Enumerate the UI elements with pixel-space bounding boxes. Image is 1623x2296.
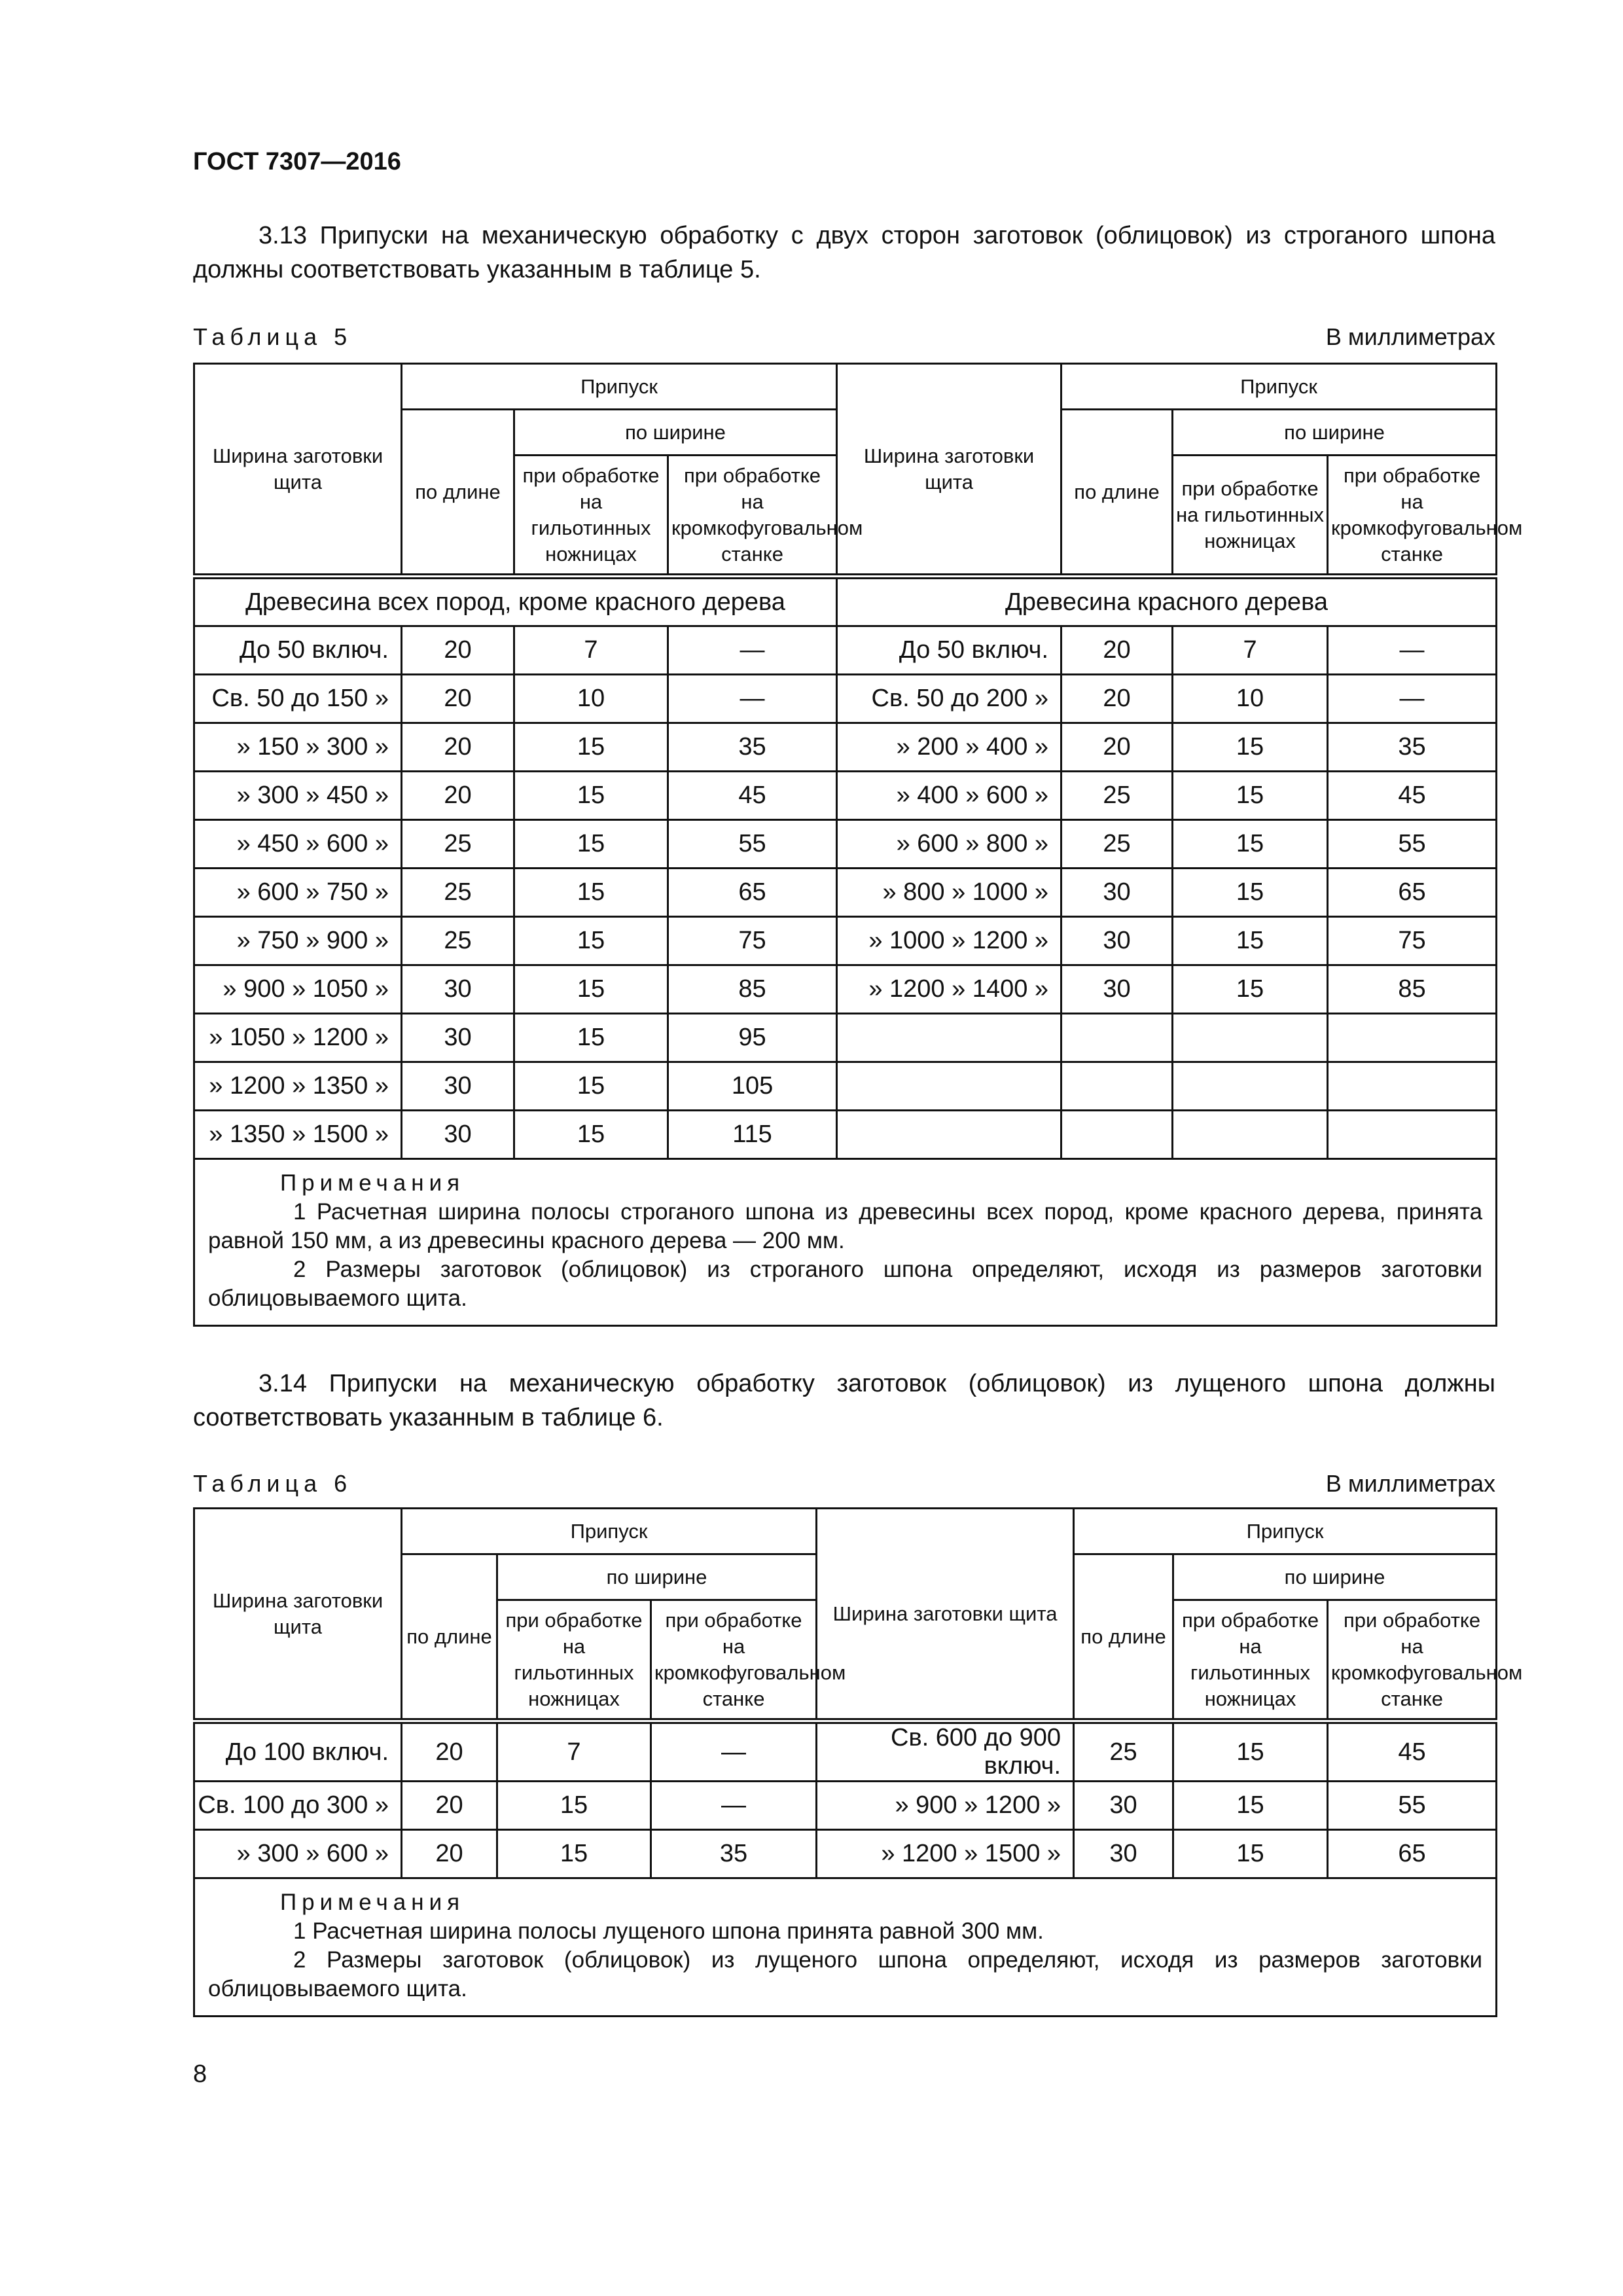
table5-note-2: 2 Размеры заготовок (облицовок) из строганого шпона определяют, исходя из размеров заготовки облицовываемого щита. [208, 1257, 1483, 1311]
table-row [194, 1111, 1497, 1159]
table-cell: 25 [1061, 820, 1173, 869]
table-cell: 20 [1061, 675, 1173, 723]
table-cell: » 1200 » 1400 » [837, 965, 1061, 1014]
table-cell: — [668, 675, 837, 723]
table-cell: 15 [1173, 1782, 1328, 1830]
page-number: 8 [193, 2060, 207, 2088]
table-cell: 30 [1074, 1830, 1173, 1878]
table-cell [837, 1111, 1061, 1159]
table-cell: 30 [402, 965, 514, 1014]
table-cell: 55 [1328, 820, 1497, 869]
table-cell: 20 [1061, 723, 1173, 772]
table5-head-length-right: по длине [1061, 410, 1173, 577]
table-cell: 15 [497, 1830, 651, 1878]
table-cell: 85 [668, 965, 837, 1014]
table-cell: Св. 50 до 150 » [194, 675, 402, 723]
table-cell: 15 [1173, 1830, 1328, 1878]
table6-caption [193, 1470, 1495, 1498]
table6-head-allowance-left: Припуск [402, 1509, 817, 1554]
table-cell: — [1328, 626, 1497, 675]
table-cell: 15 [1173, 1721, 1328, 1782]
table5-head-guillotine-left: при обработке на гильотинных ножницах [514, 456, 668, 577]
table6-head-width-by-right: по ширине [1173, 1554, 1497, 1600]
table-cell: 25 [402, 917, 514, 965]
table-cell: » 600 » 750 » [194, 869, 402, 917]
table-cell: Св. 50 до 200 » [837, 675, 1061, 723]
table5-units: В миллиметрах [1325, 323, 1495, 350]
table5-head-width-left: Ширина заготовки щита [194, 364, 402, 577]
table-row [194, 675, 1497, 723]
table-cell: 15 [1173, 820, 1328, 869]
table-cell: — [1328, 675, 1497, 723]
table-cell [1061, 1062, 1173, 1111]
table5-head-width-right: Ширина заготовки щита [837, 364, 1061, 577]
table-row [194, 1014, 1497, 1062]
table-row [194, 965, 1497, 1014]
table-cell: 7 [497, 1721, 651, 1782]
table-cell: — [651, 1721, 817, 1782]
table-cell [1328, 1111, 1497, 1159]
table-cell [1173, 1062, 1328, 1111]
table-row [194, 1782, 1497, 1830]
table-cell: 25 [402, 820, 514, 869]
table-cell: 25 [402, 869, 514, 917]
table-cell: 55 [1328, 1782, 1497, 1830]
table-cell: 10 [514, 675, 668, 723]
table6-note-1: 1 Расчетная ширина полосы лущеного шпона принята равной 300 мм. [293, 1918, 1044, 1944]
table-cell: » 750 » 900 » [194, 917, 402, 965]
table-cell: » 300 » 600 » [194, 1830, 402, 1878]
table-cell: 15 [514, 917, 668, 965]
table-cell: 65 [1328, 869, 1497, 917]
table-cell: До 50 включ. [194, 626, 402, 675]
table-cell [1061, 1111, 1173, 1159]
table-cell [837, 1014, 1061, 1062]
table-row [194, 626, 1497, 675]
table5-note-1: 1 Расчетная ширина полосы строганого шпона из древесины всех пород, кроме красного дерева, принята равной 150 мм, а из древесины красного дерева — 200 мм. [208, 1199, 1483, 1253]
table5-head-allowance-right: Припуск [1061, 364, 1497, 410]
table-cell: 25 [1061, 772, 1173, 820]
table-cell: 20 [402, 675, 514, 723]
table-cell: 15 [1173, 917, 1328, 965]
table-cell: 20 [402, 1782, 497, 1830]
table-row [194, 723, 1497, 772]
table5-notes-title: Примечания [280, 1170, 465, 1196]
table5-head-jointer-right: при обработке на кромкофуговальном станке [1328, 456, 1497, 577]
table-row [194, 1721, 1497, 1782]
table-cell: 55 [668, 820, 837, 869]
table-cell: 15 [514, 1062, 668, 1111]
table6-head-guillotine-right: при обработке на гильотинных ножницах [1173, 1600, 1328, 1721]
table-cell: » 400 » 600 » [837, 772, 1061, 820]
table-cell: 15 [514, 869, 668, 917]
table-cell: 15 [514, 1111, 668, 1159]
table-cell: » 200 » 400 » [837, 723, 1061, 772]
table-cell: 15 [1173, 723, 1328, 772]
document-header: ГОСТ 7307—2016 [193, 148, 401, 175]
table-cell: 30 [1061, 965, 1173, 1014]
table6-head-guillotine-left: при обработке на гильотинных ножницах [497, 1600, 651, 1721]
table5-section-left: Древесина всех пород, кроме красного дерева [194, 577, 837, 626]
table-cell: 20 [402, 723, 514, 772]
table-cell: Св. 100 до 300 » [194, 1782, 402, 1830]
table-cell: 95 [668, 1014, 837, 1062]
table-cell: 75 [1328, 917, 1497, 965]
table-cell: 65 [1328, 1830, 1497, 1878]
table-cell: » 900 » 1200 » [817, 1782, 1074, 1830]
table-cell: — [668, 626, 837, 675]
table6-notes-title: Примечания [280, 1890, 465, 1915]
table5-head-guillotine-right: при обработке на гильотинных ножницах [1173, 456, 1328, 577]
table-row [194, 917, 1497, 965]
table6-name: Таблица 6 [193, 1470, 353, 1497]
paragraph-3-13: 3.13 Припуски на механическую обработку с двух сторон заготовок (облицовок) из строганого шпона должны соответствовать указанным в таблице 5. [193, 222, 1495, 283]
table-cell: 35 [668, 723, 837, 772]
table6-head-length-right: по длине [1074, 1554, 1173, 1721]
table-cell: 20 [402, 1830, 497, 1878]
table-cell: До 100 включ. [194, 1721, 402, 1782]
table-cell: 10 [1173, 675, 1328, 723]
table6-head-jointer-right: при обработке на кромкофуговальном станке [1328, 1600, 1497, 1721]
table-cell: До 50 включ. [837, 626, 1061, 675]
table-cell: » 1200 » 1350 » [194, 1062, 402, 1111]
table6-head-width-left: Ширина заготовки щита [194, 1509, 402, 1721]
table6-head-allowance-right: Припуск [1074, 1509, 1497, 1554]
table-cell: 105 [668, 1062, 837, 1111]
table-cell: 45 [668, 772, 837, 820]
table-cell: 15 [514, 772, 668, 820]
table-cell [1061, 1014, 1173, 1062]
table-cell: 7 [1173, 626, 1328, 675]
table-cell [1173, 1014, 1328, 1062]
table-cell: 15 [514, 1014, 668, 1062]
table-cell: 15 [1173, 869, 1328, 917]
table-cell: — [651, 1782, 817, 1830]
table-cell: 30 [402, 1062, 514, 1111]
table-cell: 45 [1328, 1721, 1497, 1782]
table5-caption [193, 323, 1495, 351]
table-cell: 65 [668, 869, 837, 917]
table5-head-length-left: по длине [402, 410, 514, 577]
table-cell: 15 [514, 820, 668, 869]
table-cell: 25 [1074, 1721, 1173, 1782]
table5-head-allowance-left: Припуск [402, 364, 837, 410]
table-cell [1328, 1014, 1497, 1062]
table-6 [193, 1507, 1523, 2017]
table5-head-width-by-right: по ширине [1173, 410, 1497, 456]
table5-head-jointer-left: при обработке на кромкофуговальном станке [668, 456, 837, 577]
table-row [194, 1062, 1497, 1111]
table-cell: » 800 » 1000 » [837, 869, 1061, 917]
table-cell: 7 [514, 626, 668, 675]
table-cell: 15 [1173, 772, 1328, 820]
table-cell: » 150 » 300 » [194, 723, 402, 772]
table-cell: » 600 » 800 » [837, 820, 1061, 869]
table6-head-width-by-left: по ширине [497, 1554, 817, 1600]
table-cell: 75 [668, 917, 837, 965]
table6-note-2: 2 Размеры заготовок (облицовок) из лущеного шпона определяют, исходя из размеров заготовки облицовываемого щита. [208, 1947, 1483, 2001]
table-cell: 15 [514, 723, 668, 772]
table-cell: 15 [497, 1782, 651, 1830]
table-cell: 30 [402, 1111, 514, 1159]
table6-notes [194, 1878, 1497, 2017]
table-row [194, 1830, 1497, 1878]
table5-name: Таблица 5 [193, 323, 353, 350]
table-cell: 15 [514, 965, 668, 1014]
table6-units: В миллиметрах [1325, 1470, 1495, 1497]
table-cell: Св. 600 до 900 включ. [817, 1721, 1074, 1782]
table-cell: 45 [1328, 772, 1497, 820]
table5-head-width-by-left: по ширине [514, 410, 837, 456]
table-cell [837, 1062, 1061, 1111]
table6-head-width-right: Ширина заготовки щита [817, 1509, 1074, 1721]
table-cell: 115 [668, 1111, 837, 1159]
table-cell: » 1350 » 1500 » [194, 1111, 402, 1159]
table-row [194, 820, 1497, 869]
table5-notes [194, 1159, 1497, 1326]
paragraph-3-14: 3.14 Припуски на механическую обработку заготовок (облицовок) из лущеного шпона должны соответствовать указанным в таблице 6. [193, 1370, 1495, 1431]
table-cell: » 1000 » 1200 » [837, 917, 1061, 965]
table-cell: 85 [1328, 965, 1497, 1014]
table-cell: » 900 » 1050 » [194, 965, 402, 1014]
table-5 [193, 363, 1523, 1327]
table-cell: » 300 » 450 » [194, 772, 402, 820]
table-cell: 30 [1061, 917, 1173, 965]
table-cell: 20 [402, 626, 514, 675]
table-cell [1328, 1062, 1497, 1111]
table6-head-jointer-left: при обработке на кромкофуговальном станке [651, 1600, 817, 1721]
table-cell [1173, 1111, 1328, 1159]
table-cell: 20 [1061, 626, 1173, 675]
table-cell: 30 [1061, 869, 1173, 917]
table-cell: 20 [402, 772, 514, 820]
table-cell: 30 [1074, 1782, 1173, 1830]
table-cell: 30 [402, 1014, 514, 1062]
table-cell: 15 [1173, 965, 1328, 1014]
table-row [194, 772, 1497, 820]
table6-head-length-left: по длине [402, 1554, 497, 1721]
table-cell: » 1050 » 1200 » [194, 1014, 402, 1062]
table5-section-right: Древесина красного дерева [837, 577, 1497, 626]
table-cell: 20 [402, 1721, 497, 1782]
table-row [194, 869, 1497, 917]
table-cell: » 1200 » 1500 » [817, 1830, 1074, 1878]
table-cell: » 450 » 600 » [194, 820, 402, 869]
table-cell: 35 [651, 1830, 817, 1878]
table-cell: 35 [1328, 723, 1497, 772]
